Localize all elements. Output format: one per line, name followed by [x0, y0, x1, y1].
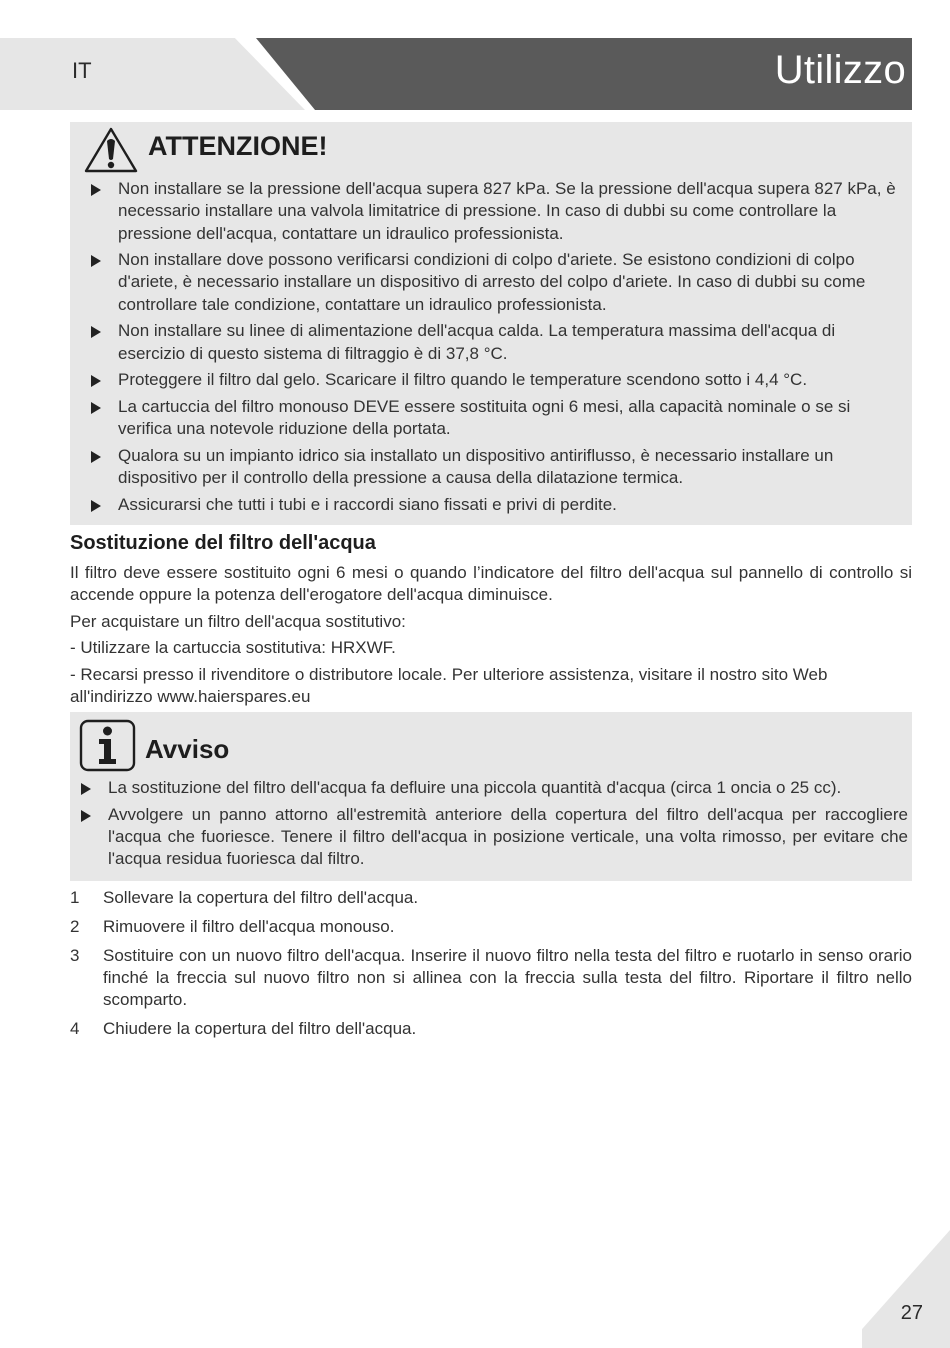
bullet-arrow-icon — [81, 783, 91, 795]
step-number: 4 — [70, 1019, 80, 1039]
step-text: Sollevare la copertura del filtro dell'acqua. — [103, 888, 419, 907]
dash-item-cartridge: - Utilizzare la cartuccia sostitutiva: HRXWF. — [70, 638, 396, 657]
notice-list — [108, 777, 908, 875]
warning-list — [118, 178, 898, 520]
language-label: IT — [72, 58, 92, 83]
list-item-text: Assicurarsi che tutti i tubi e i raccordi siano fissati e privi di perdite. — [118, 494, 617, 514]
step-text: Sostituire con un nuovo filtro dell'acqua. Inserire il nuovo filtro nella testa del filtro e ruotarlo in senso orario finché la freccia sul nuovo filtro non si allinea con la freccia sulla testa del filtro. Riportare il filtro nello scomparto. — [103, 945, 912, 1010]
list-item-text: La cartuccia del filtro monouso DEVE essere sostituita ogni 6 mesi, alla capacità nominale o se si verifica una notevole riduzione della portata. — [118, 396, 851, 439]
list-item-text: Qualora su un impianto idrico sia installato un dispositivo antiriflusso, è necessario installare un dispositivo per il controllo della pressione a causa della dilatazione termica. — [118, 445, 834, 488]
bullet-arrow-icon — [91, 255, 101, 267]
list-item — [118, 445, 898, 490]
list-item — [118, 320, 898, 365]
step-text: Rimuovere il filtro dell'acqua monouso. — [103, 916, 395, 936]
page-corner-decoration — [862, 1230, 950, 1348]
step-number: 2 — [70, 916, 80, 936]
warning-icon — [83, 126, 139, 174]
list-item — [108, 777, 908, 799]
page-title: Utilizzo — [774, 48, 906, 92]
step-text: Chiudere la copertura del filtro dell'acqua. — [103, 1019, 417, 1039]
notice-heading: Avviso — [145, 734, 230, 764]
bullet-arrow-icon — [91, 451, 101, 463]
warning-box — [70, 122, 912, 525]
bullet-arrow-icon — [91, 402, 101, 414]
list-item — [108, 804, 908, 871]
steps-list — [70, 887, 912, 1047]
page-number: 27 — [900, 1302, 923, 1324]
section-intro: Il filtro deve essere sostituito ogni 6 mesi o quando l’indicatore del filtro dell'acqua sul pannello di controllo si accende oppure la potenza dell'erogatore dell'acqua diminuisce. — [70, 563, 912, 605]
list-item — [118, 396, 898, 441]
list-item — [118, 178, 898, 245]
list-item-text: Non installare su linee di alimentazione dell'acqua calda. La temperatura massima dell'acqua di esercizio di questo sistema di filtraggio è di 37,8 °C. — [118, 321, 836, 363]
header-language-tab — [0, 38, 305, 110]
notice-box — [70, 712, 912, 881]
section-title: Sostituzione del filtro dell'acqua — [70, 532, 376, 554]
step-number: 3 — [70, 945, 80, 965]
list-item-text: La sostituzione del filtro dell'acqua fa defluire una piccola quantità d'acqua (circa 1 oncia o 25 cc). — [108, 778, 842, 797]
bullet-arrow-icon — [91, 375, 101, 387]
step-item — [70, 1018, 912, 1040]
list-item — [118, 369, 898, 391]
warning-heading: ATTENZIONE! — [148, 131, 328, 161]
bullet-arrow-icon — [81, 810, 91, 822]
info-icon — [79, 719, 136, 772]
bullet-arrow-icon — [91, 500, 101, 512]
bullet-arrow-icon — [91, 326, 101, 338]
dash-item-retailer: - Recarsi presso il rivenditore o distributore locale. Per ulteriore assistenza, visitare il nostro sito Web all'indirizzo www.haierspares.eu — [70, 665, 828, 707]
step-item — [70, 887, 912, 909]
list-item — [118, 249, 898, 316]
list-item-text: Non installare dove possono verificarsi condizioni di colpo d'ariete. Se esistono condizioni di colpo d'ariete, è necessario installare un dispositivo di arresto del colpo d'ariete. In caso di dubbi su come controllare tale condizione, contattare un idraulico professionista. — [118, 250, 866, 314]
list-item-text: Non installare se la pressione dell'acqua supera 827 kPa. Se la pressione dell'acqua supera 827 kPa, è necessario installare una valvola limitatrice di pressione. In caso di dubbi su come controllare la pressione dell'acqua, contattare un idraulico professionista. — [118, 179, 896, 243]
step-item — [70, 916, 912, 938]
bullet-arrow-icon — [91, 184, 101, 196]
step-number: 1 — [70, 888, 80, 907]
list-item-text: Avvolgere un panno attorno all'estremità anteriore della copertura del filtro dell'acqua per raccogliere l'acqua che fuoriesce. Tenere il filtro dell'acqua in posizione verticale, una volta rimosso, per evitare che l'acqua residua fuoriesca dal filtro. — [108, 804, 908, 869]
list-item-text: Proteggere il filtro dal gelo. Scaricare il filtro quando le temperature scendono sotto i 4,4 °C. — [118, 370, 808, 390]
step-item — [70, 945, 912, 1012]
purchase-text: Per acquistare un filtro dell'acqua sostitutivo: — [70, 612, 406, 631]
list-item — [118, 494, 898, 516]
